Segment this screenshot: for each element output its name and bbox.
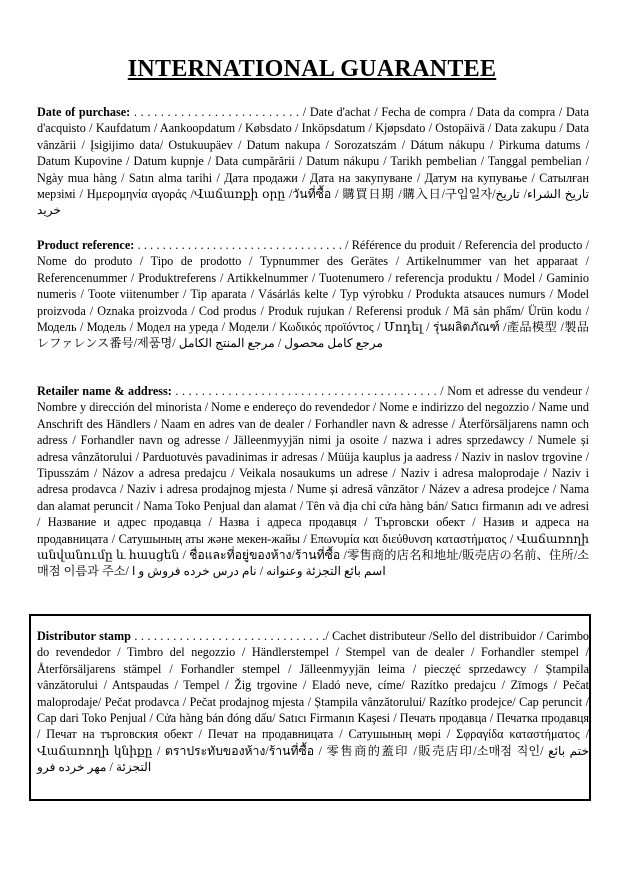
- product-reference-section: [37, 237, 589, 352]
- product-reference-translations: / Référence du produit / Referencia del producto / Nome do produto / Tipo de prodotto / Typnummer des Gerätes / Artikelnummer van het apparaat / Referencenummer / Produktreferens / Artikkelnummer / Tuotenumero / referencja produktu / Model / Gaminio numeris / Toote viitenumber / Tip aparata / Vásárlás kelte / Typ výrobku / Produkta atsauces numurs / Model proizvoda / Oznaka proizvoda / Cod produs / Produk rujukan / Referensi produk / Mã sản phẩm/ Ürün kodu / Модель / Модель / Модел на уреда / Модели / Κωδικός προϊόντος / Մոդել / รุ่นผลิตภัณฑ์ /產品模型 /製品レファレンス番号/제품명/ مرجع كامل محصول / مرجع المنتج الكامل: [37, 238, 590, 351]
- product-reference-dots: . . . . . . . . . . . . . . . . . . . . . . . . . . . . . . . . .: [134, 238, 346, 252]
- distributor-stamp-section: [37, 628, 589, 776]
- product-reference-label: Product reference:: [37, 238, 135, 252]
- page-title: INTERNATIONAL GUARANTEE: [127, 56, 497, 82]
- retailer-label: Retailer name & address:: [37, 384, 172, 398]
- distributor-stamp-label: Distributor stamp: [37, 629, 131, 643]
- date-of-purchase-label: Date of purchase:: [37, 105, 131, 119]
- retailer-section: [37, 383, 589, 580]
- date-of-purchase-section: [37, 104, 589, 219]
- distributor-stamp-translations: ./ Cachet distributeur /Sello del distribuidor / Carimbo do revendedor / Timbro del negozzio / Händlerstempel / Stempel van de dealer / Forhandler stempel / Återförsäljarens stämpel / Forhandler stempel / Jälleenmyyjän leima / pieczęć sprzedawcy / Ștampila vânzătorului / Antspaudas / Tempel / Žig trgovine / Eladó neve, címe/ Razítko predajcu / Zīmogs / Pečat maloprodaje/ Pečat prodavca / Pečat prodajnog mjesta / Ștampila vânzătorului/ Razítko prodejce/ Cap peruncit / Cap dari Toko Penjual / Cửa hàng bán đóng dấu/ Satıcı Firmanın Kaşesi / Печать продавца / Печатка продавця / Печат на търговския обект / Печат на продавницата / Сатушының мөрі / Σφραγίδα καταστήματος / Վաճառողի կնիքը / ตราประทับของห้าง/ร้านที่ซื้อ / 零售商的蓋印 /販売店印/소매점 직인/ ختم بائع التجزئة / مهر خرده فرو: [37, 629, 590, 775]
- date-of-purchase-translations: / Date d'achat / Fecha de compra / Data da compra / Data d'acquisto / Kaufdatum / Aankoopdatum / Købsdato / Inköpsdatum / Kjøpsdato / Ostopäivä / Data zakupu / Data vânzării / Įsigijimo data/ Ostukuupäev / Datum nakupa / Sorozatszám / Dátum nákupu / Pirkuma datums / Datum Kupovine / Datum kupnje / Data cumpărării / Datum nákupu / Tarikh pembelian / Tanggal pembelian / Ngày mua hàng / Satın alma tarihi / Дата продажи / Дата на закупуване / Датум на купување / Сатылған мерзімі / Ημερομηνία αγοράς /Վաճառքի օրը /วันที่ซื้อ / 購買日期 /購入日/구입일자/تاريخ الشراء/ تاريخ خريد: [37, 105, 590, 218]
- retailer-translations: / Nom et adresse du vendeur / Nombre y dirección del minorista / Nome e endereço do revendedor / Nome e indirizzo del negozzio / Name und Anschrift des Händlers / Naam en adres van de dealer / Forhandler navn & adresse / Återförsäljarens namn och adress / Forhandler navn og adresse / Jälleenmyyjän nimi ja osoite / nazwa i adres sprzedawcy / Numele și adresa vânzătorului / Parduotuvės pavadinimas ir adresas / Müüja kauplus ja aadress / Naziv in naslov trgovine / Tipusszám / Názov a adresa predajcu / Veikala nosaukums un adrese / Naziv i adresa maloprodaje / Naziv i adresa prodavca / Naziv i adresa prodajnog mjesta / Nume și adresă vânzător / Název a adresa prodejce / Nama dan alamat peruncit / Nama Toko Penjual dan alamat / Tên và địa chỉ cửa hàng bán/ Satıcı firmanın adı ve adresi / Название и адрес продавца / Назва і адреса продавця / Търговски обект / Назив и адреса на продавницата / Сатушының аты жəне мекен-жайы / Επωνυμία και διεύθυνση καταστήματος / Վաճառողի անվանումը և հասցեն / ชื่อและที่อยู่ของห้าง/ร้านที่ซื้อ /零售商的店名和地址/販売店の名前、住所/소매점 이름과 주소/ اسم بائع التجزئة وعنوانه / نام درس خرده فروش و ا: [37, 384, 589, 579]
- retailer-dots: . . . . . . . . . . . . . . . . . . . . . . . . . . . . . . . . . . . . . . . .: [171, 384, 441, 398]
- date-of-purchase-dots: . . . . . . . . . . . . . . . . . . . . . . . . .: [130, 105, 303, 119]
- distributor-stamp-dots: . . . . . . . . . . . . . . . . . . . . . . . . . . . . .: [130, 629, 323, 643]
